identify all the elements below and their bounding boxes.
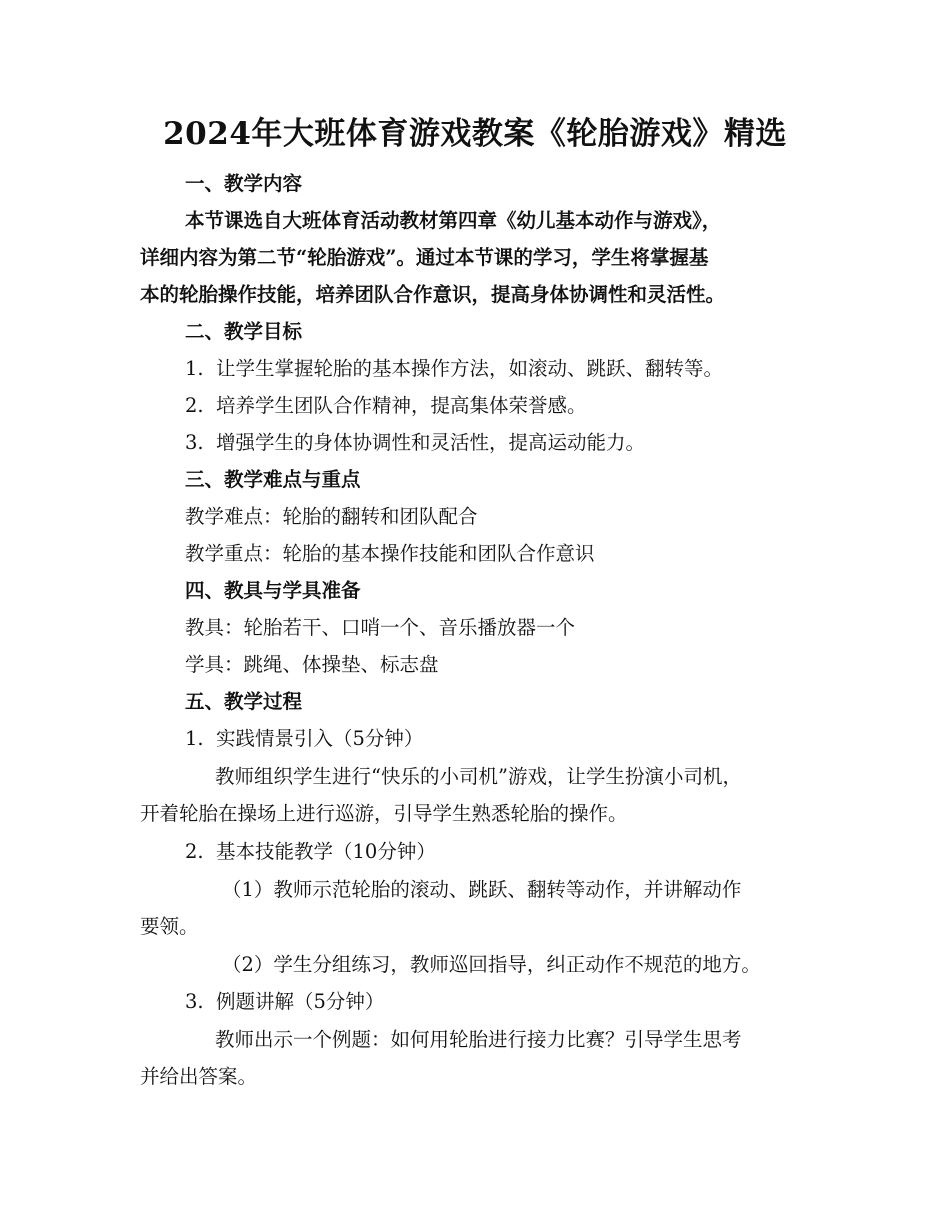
document-title: 2024年大班体育游戏教案《轮胎游戏》精选 xyxy=(163,116,787,152)
section-heading-materials: 四、教具与学具准备 xyxy=(185,579,361,602)
step-number: 3. xyxy=(185,990,204,1013)
list-number: 2. xyxy=(185,394,204,417)
step-heading xyxy=(185,838,436,866)
section-heading-content: 一、教学内容 xyxy=(185,172,303,195)
paragraph-line: 本的轮胎操作技能，培养团队合作意识，提高身体协调性和灵活性。 xyxy=(140,283,726,306)
list-text: 让学生掌握轮胎的基本操作方法，如滚动、跳跃、翻转等。 xyxy=(216,357,724,380)
section-heading-objectives: 二、教学目标 xyxy=(185,320,303,343)
list-item xyxy=(185,392,587,420)
step-label: 基本技能教学（10分钟） xyxy=(216,840,436,863)
list-item xyxy=(185,429,645,457)
list-text: 增强学生的身体协调性和灵活性，提高运动能力。 xyxy=(216,431,646,454)
text-line: 教学难点：轮胎的翻转和团队配合 xyxy=(185,505,478,528)
step-number: 1. xyxy=(185,727,204,750)
step-heading xyxy=(185,725,423,753)
text-line: 学具：跳绳、体操垫、标志盘 xyxy=(185,653,439,676)
list-item xyxy=(185,355,723,383)
step-label: 例题讲解（5分钟） xyxy=(216,990,385,1013)
paragraph-line: 开着轮胎在操场上进行巡游，引导学生熟悉轮胎的操作。 xyxy=(140,802,628,825)
paragraph-line: 本节课选自大班体育活动教材第四章《幼儿基本动作与游戏》， xyxy=(185,209,722,232)
step-label: 实践情景引入（5分钟） xyxy=(216,727,424,750)
list-number: 1. xyxy=(185,357,204,380)
text-line: 教具：轮胎若干、口哨一个、音乐播放器一个 xyxy=(185,616,576,639)
paragraph-line: 详细内容为第二节“轮胎游戏”。通过本节课的学习，学生将掌握基 xyxy=(140,246,709,269)
paragraph-line: 教师组织学生进行“快乐的小司机”游戏，让学生扮演小司机， xyxy=(215,765,742,788)
list-text: 培养学生团队合作精神，提高集体荣誉感。 xyxy=(216,394,587,417)
paragraph-line: （1）教师示范轮胎的滚动、跳跃、翻转等动作，并讲解动作 xyxy=(222,878,742,901)
paragraph-line: 要领。 xyxy=(140,915,199,938)
step-number: 2. xyxy=(185,840,204,863)
list-number: 3. xyxy=(185,431,204,454)
section-heading-difficulties: 三、教学难点与重点 xyxy=(185,468,361,491)
paragraph-line: 教师出示一个例题：如何用轮胎进行接力比赛？引导学生思考 xyxy=(215,1028,742,1051)
paragraph-line: 并给出答案。 xyxy=(140,1065,258,1088)
text-line: 教学重点：轮胎的基本操作技能和团队合作意识 xyxy=(185,542,595,565)
section-heading-process: 五、教学过程 xyxy=(185,690,303,713)
step-heading xyxy=(185,988,384,1016)
paragraph-line: （2）学生分组练习，教师巡回指导，纠正动作不规范的地方。 xyxy=(222,953,761,976)
